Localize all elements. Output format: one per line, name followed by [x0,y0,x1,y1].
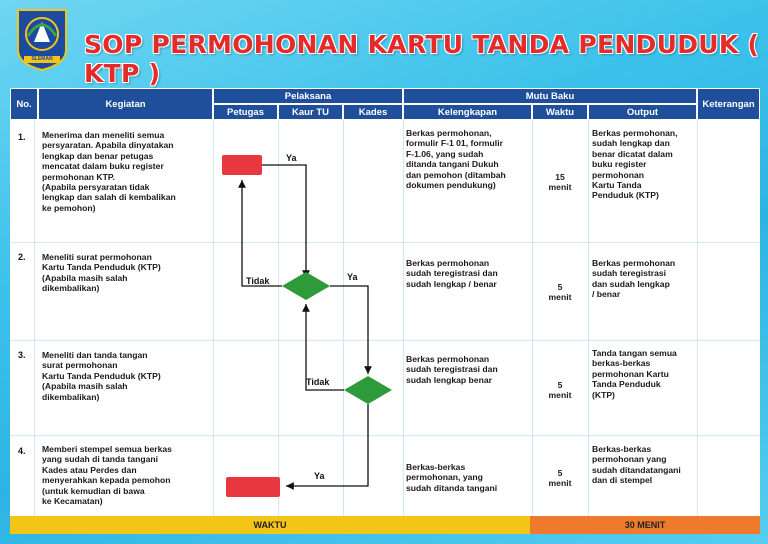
footer-waktu-label: WAKTU [10,516,530,534]
flow-label-ya: Ya [347,272,358,282]
row-output: Berkas-berkas permohonan yang sudah ditandatangani dan di stempel [592,444,681,486]
flow-arrow [286,404,368,486]
header-kelengkapan: Kelengkapan [403,104,532,120]
row-kelengkapan: Berkas-berkas permohonan, yang sudah ditanda tangani [406,462,498,493]
row-number: 2. [18,252,26,262]
flow-label-tidak: Tidak [306,377,330,387]
header-kades: Kades [343,104,403,120]
flow-arrow [330,286,368,374]
header-kegiatan: Kegiatan [38,88,213,120]
flow-arrow [242,180,282,286]
header-pelaksana: Pelaksana [213,88,403,104]
process-box-start [222,155,262,175]
row-waktu: 5 menit [548,380,572,401]
process-box-end [226,477,280,497]
row-output: Tanda tangan semua berkas-berkas permohonan Kartu Tanda Penduduk (KTP) [592,348,677,400]
row-waktu: 5 menit [548,468,572,489]
flow-label-tidak: Tidak [246,276,270,286]
footer-total-time: 30 MENIT [530,516,760,534]
row-waktu: 15 menit [548,172,572,193]
header-petugas: Petugas [213,104,278,120]
header-mutu-baku: Mutu Baku [403,88,697,104]
row-kelengkapan: Berkas permohonan, formulir F-1 01, formulir F-1.06, yang sudah ditanda tangani Dukuh dan pemohon (ditambah dokumen pendukung) [406,128,506,191]
row-kelengkapan: Berkas permohonan sudah teregistrasi dan sudah lengkap / benar [406,258,498,289]
row-kegiatan: Meneliti surat permohonan Kartu Tanda Penduduk (KTP) (Apabila masih salah dikembalikan) [42,252,161,294]
header-no: No. [10,88,38,120]
header-kaur-tu: Kaur TU [278,104,343,120]
header-waktu: Waktu [532,104,588,120]
logo-caption: SLEMAN [31,56,53,62]
row-number: 4. [18,446,26,456]
row-kegiatan: Meneliti dan tanda tangan surat permohonan Kartu Tanda Penduduk (KTP) (Apabila masih salah dikembalikan) [42,350,161,402]
flow-label-ya: Ya [314,471,325,481]
header-keterangan: Keterangan [697,88,760,120]
flow-arrow [262,165,306,278]
row-number: 3. [18,350,26,360]
decision-diamond [282,272,330,300]
row-output: Berkas permohonan, sudah lengkap dan benar dicatat dalam buku register permohonan Kartu Tanda Penduduk (KTP) [592,128,678,201]
row-kelengkapan: Berkas permohonan sudah teregistrasi dan sudah lengkap benar [406,354,498,385]
row-kegiatan: Menerima dan meneliti semua persyaratan. Apabila dinyatakan lengkap dan benar petugas mencatat dalam buku register permohonan KTP. (Apabila persyaratan tidak lengkap dan salah di kembalikan ke pemohon) [42,130,176,213]
row-kegiatan: Memberi stempel semua berkas yang sudah di tanda tangani Kades atau Perdes dan menyerahkan kepada pemohon (untuk kemudian di bawa ke Kecamatan) [42,444,172,507]
flow-label-ya: Ya [286,153,297,163]
header-output: Output [588,104,697,120]
page-title: SOP PERMOHONAN KARTU TANDA PENDUDUK ( KTP ) [84,30,760,88]
row-waktu: 5 menit [548,282,572,303]
row-output: Berkas permohonan sudah teregistrasi dan sudah lengkap / benar [592,258,676,300]
decision-diamond [344,376,392,404]
row-number: 1. [18,132,26,142]
